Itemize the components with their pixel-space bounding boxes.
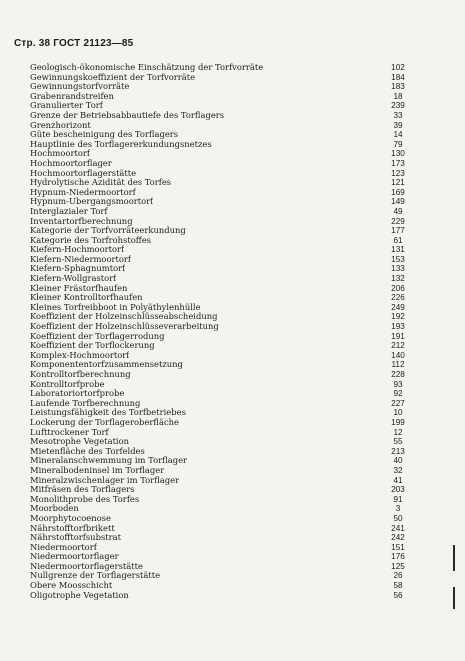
index-term: Kleiner Frästorfhaufen [30,283,128,293]
index-term: Niedermoortorf [30,542,97,552]
index-list [30,63,410,600]
index-number: 229 [391,216,405,226]
index-number: 61 [393,235,403,245]
index-entry [30,495,410,505]
index-number: 173 [391,158,405,168]
index-term: Laboratoriortorfprobe [30,389,125,399]
index-entry [30,149,410,159]
index-term: Komplex-Hochmoortorf [30,350,130,360]
index-entry [30,130,410,140]
index-entry [30,341,410,351]
index-entry [30,571,410,581]
index-entry [30,274,410,284]
index-entry [30,552,410,562]
index-entry [30,533,410,543]
index-entry [30,178,410,188]
index-number: 199 [391,417,405,427]
index-term: Koeffizient der Torflagerrodung [30,331,165,341]
index-entry [30,140,410,150]
index-number: 32 [393,465,403,475]
index-term: Laufende Torfberechnung [30,398,141,408]
index-entry [30,169,410,179]
index-term: Obere Moosschicht [30,581,113,591]
margin-mark [453,587,455,609]
index-term: Hydrolytische Azidität des Torfes [30,178,172,188]
index-entry [30,447,410,457]
index-entry [30,92,410,102]
index-term: Mitfräsen des Torflagers [30,485,135,495]
index-number: 183 [391,82,405,92]
index-number: 212 [391,341,405,351]
index-entry [30,428,410,438]
index-entry [30,466,410,476]
index-entry [30,303,410,313]
index-number: 192 [391,312,405,322]
index-number: 226 [391,293,405,303]
index-number: 18 [393,91,403,101]
index-number: 153 [391,254,405,264]
index-entry [30,408,410,418]
index-term: Geologisch-ökonomische Einschätzung der Torfvorräte [30,63,264,72]
index-entry [30,245,410,255]
index-number: 203 [391,485,405,495]
index-term: Granulierter Torf [30,101,103,111]
index-number: 92 [393,389,403,399]
index-term: Hochmoortorflager [30,158,112,168]
index-term: Kategorie des Torfrohstoffes [30,235,151,245]
index-term: Kiefern-Sphagnumtorf [30,264,126,274]
index-number: 93 [393,379,403,389]
index-term: Kleiner Kontrolltorfhaufen [30,293,143,303]
index-number: 12 [393,427,403,437]
index-term: Moorphytocoenose [30,513,111,523]
index-term: Koeffizient der Holzeinschlüsseverarbeitung [30,322,219,332]
index-number: 241 [391,523,405,533]
index-entry [30,197,410,207]
index-term: Kiefern-Hochmoortorf [30,245,125,255]
index-number: 41 [393,475,403,485]
index-number: 227 [391,398,405,408]
index-term: Grenzhorizont [30,120,91,130]
index-term: Leistungsfähigkeit des Torfbetriebes [30,408,186,418]
index-term: Hypnum-Niedermoortorf [30,187,136,197]
index-term: Monolithprobe des Torfes [30,494,140,504]
index-term: Kategorie der Torfvorräteerkundung [30,226,186,236]
index-term: Mineralbodeninsel im Torflager [30,465,165,475]
index-entry [30,73,410,83]
index-term: Hochmoortorf [30,149,90,159]
index-number: 169 [391,187,405,197]
index-number: 123 [391,168,405,178]
index-number: 40 [393,456,403,466]
index-term: Grenze der Betriebsabbautiefe des Torflagers [30,110,225,120]
index-term: Inventartorfberechnung [30,216,133,226]
index-number: 132 [391,274,405,284]
index-term: Komponententorfzusammensetzung [30,360,183,370]
index-entry [30,63,410,73]
index-entry [30,226,410,236]
index-number: 249 [391,302,405,312]
index-term: Grabenrandstreifen [30,91,114,101]
index-number: 130 [391,149,405,159]
index-number: 26 [393,571,403,581]
index-term: Kleines Torfreibboot in Polyäthylenhülle [30,302,201,312]
index-entry [30,370,410,380]
index-term: Hypnum-Übergangsmoortorf [30,197,154,207]
index-term: Hochmoortorflagerstätte [30,168,137,178]
index-term: Koeffizient der Holzeinschlüsseabscheidung [30,312,218,322]
index-entry [30,476,410,486]
index-entry [30,207,410,217]
index-term: Koeffizient der Torflockerung [30,341,155,351]
index-number: 140 [391,350,405,360]
index-number: 213 [391,446,405,456]
index-entry [30,312,410,322]
index-term: Niedermoortorflager [30,552,119,562]
index-number: 3 [395,504,401,514]
index-number: 55 [393,437,403,447]
index-entry [30,264,410,274]
index-entry [30,351,410,361]
margin-mark [453,545,455,571]
index-entry [30,418,410,428]
index-entry [30,514,410,524]
index-entry [30,121,410,131]
index-entry [30,322,410,332]
index-term: Moorboden [30,504,79,514]
index-term: Mineralzwischenlager im Torflager [30,475,180,485]
index-entry [30,389,410,399]
index-entry [30,504,410,514]
index-number: 242 [391,533,405,543]
index-term: Kiefern-Niedermoortorf [30,254,131,264]
index-number: 121 [391,178,405,188]
index-number: 39 [393,120,403,130]
index-number: 33 [393,110,403,120]
index-number: 131 [391,245,405,255]
index-number: 91 [393,494,403,504]
index-entry [30,111,410,121]
index-number: 184 [391,72,405,82]
index-number: 102 [391,63,405,72]
index-term: Interglazialer Torf [30,206,108,216]
index-entry [30,188,410,198]
page-header: Стр. 38 ГОСТ 21123—85 [14,38,134,49]
index-number: 125 [391,561,405,571]
index-entry [30,591,410,601]
index-term: Nullgrenze der Torflagerstätte [30,571,161,581]
index-entry [30,456,410,466]
index-entry [30,562,410,572]
index-number: 10 [393,408,403,418]
index-entry [30,101,410,111]
index-entry [30,217,410,227]
index-term: Gewinnungstorfvorräte [30,82,130,92]
index-term: Kontrolltorfprobe [30,379,105,389]
index-entry [30,236,410,246]
index-number: 176 [391,552,405,562]
index-term: Niedermoortorflagerstätte [30,561,143,571]
index-number: 149 [391,197,405,207]
index-entry [30,159,410,169]
index-entry [30,255,410,265]
index-number: 151 [391,542,405,552]
index-entry [30,332,410,342]
index-number: 112 [391,360,405,370]
index-term: Nährstofftorfbrikett [30,523,115,533]
index-entry [30,581,410,591]
index-entry [30,543,410,553]
index-number: 50 [393,513,403,523]
index-number: 79 [393,139,403,149]
index-term: Lufttrockener Torf [30,427,109,437]
index-term: Kiefern-Wollgrastorf [30,274,117,284]
index-number: 177 [391,226,405,236]
index-number: 191 [391,331,405,341]
index-number: 56 [393,590,403,600]
index-term: Lockerung der Torflageroberfläche [30,417,179,427]
index-entry [30,485,410,495]
index-number: 133 [391,264,405,274]
index-entry [30,284,410,294]
index-term: Mesotrophe Vegetation [30,437,130,447]
index-entry [30,82,410,92]
index-entry [30,360,410,370]
index-term: Güte bescheinigung des Torflagers [30,130,179,140]
index-entry [30,293,410,303]
index-number: 228 [391,370,405,379]
index-number: 14 [393,130,403,140]
index-entry [30,524,410,534]
index-entry [30,437,410,447]
index-term: Nährstofftorfsubstrat [30,533,121,543]
index-number: 58 [393,581,403,591]
index-term: Kontrolltorfberechnung [30,370,131,379]
index-term: Hauptlinie des Torflagererkundungsnetzes [30,139,212,149]
index-term: Oligotrophe Vegetation [30,590,129,600]
index-entry [30,399,410,409]
index-number: 49 [393,206,403,216]
index-term: Mineralanschwemmung im Torflager [30,456,188,466]
index-entry [30,380,410,390]
index-number: 206 [391,283,405,293]
index-term: Gewinnungskoeffizient der Torfvorräte [30,72,196,82]
index-term: Mietenfläche des Torfeldes [30,446,145,456]
index-number: 193 [391,322,405,332]
index-number: 239 [391,101,405,111]
